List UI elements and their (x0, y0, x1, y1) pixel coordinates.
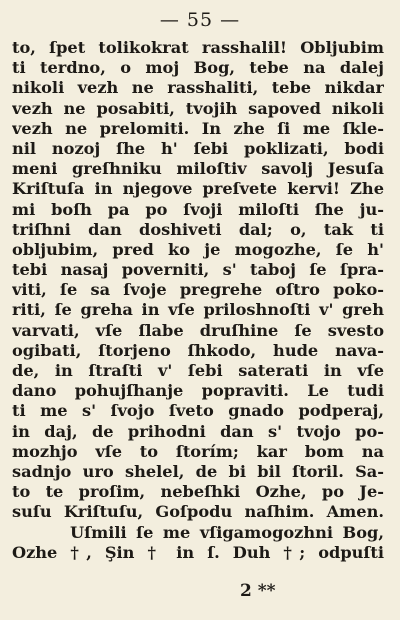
text-line: dano pohujſhanje popraviti. Le tudi (12, 381, 384, 401)
text-line: viti, ſe sa ſvoje pregrehe oſtro poko- (12, 280, 384, 300)
text-line: Ozhe †, Şin † in ſ. Duh †; odpuſti (12, 542, 384, 562)
text-line: nil nozoj ſhe h' ſebi poklizati, bodi (12, 138, 384, 158)
page-number: — 55 — (159, 9, 241, 31)
text-line: riti, ſe greha in vſe priloshnoſti v' greh (12, 300, 384, 320)
text-line-indented: Uſmili ſe me vſigamogozhni Bog, (70, 522, 384, 542)
text-line: mi boſh pa po ſvoji miloſti ſhe ju- (12, 199, 384, 219)
text-line: nikoli vezh ne rasshaliti, tebe nikdar (12, 78, 384, 98)
text-line: de, in ſtraſti v' ſebi saterati in vſe (12, 361, 384, 380)
text-line: to, ſpet tolikokrat rasshalil! Obljubim (12, 38, 384, 57)
text-line: in daj, de prihodni dan s' tvojo po- (12, 421, 384, 441)
text-line: triſhni dan doshiveti dal; o, tak ti (12, 219, 384, 239)
text-line: vezh ne prelomiti. In zhe ſi me ſkle- (12, 118, 384, 138)
text-line: obljubim, pred ko je mogozhe, ſe h' (12, 239, 384, 259)
text-line: tebi nasaj poverniti, s' taboj ſe ſpra- (12, 260, 384, 280)
text-line: ti terdno, o moj Bog, tebe na dalej (12, 58, 384, 78)
text-line: ogibati, ſtorjeno ſhkodo, hude nava- (12, 340, 384, 360)
text-line: sadnjo uro shelel, de bi bil ſtoril. Sa- (12, 461, 384, 481)
page-body-text (12, 38, 384, 563)
text-line: vezh ne posabiti, tvojih sapoved nikoli (12, 98, 384, 118)
text-line: meni greſhniku miloſtiv savolj Jesuſa (12, 159, 384, 179)
signature-mark: 2 ** (240, 581, 276, 601)
text-line: varvati, vſe ſlabe druſhine ſe svesto (12, 320, 384, 340)
text-line: suſu Kriſtuſu, Goſpodu naſhim. Amen. (12, 502, 384, 522)
text-line: mozhjo vſe to ſtorím; kar bom na (12, 441, 384, 461)
text-line: ti me s' ſvojo ſveto gnado podperaj, (12, 401, 384, 421)
text-line: to te proſim, nebeſhki Ozhe, po Je- (12, 482, 384, 502)
text-line: Kriſtuſa in njegove preſvete kervi! Zhe (12, 179, 384, 199)
